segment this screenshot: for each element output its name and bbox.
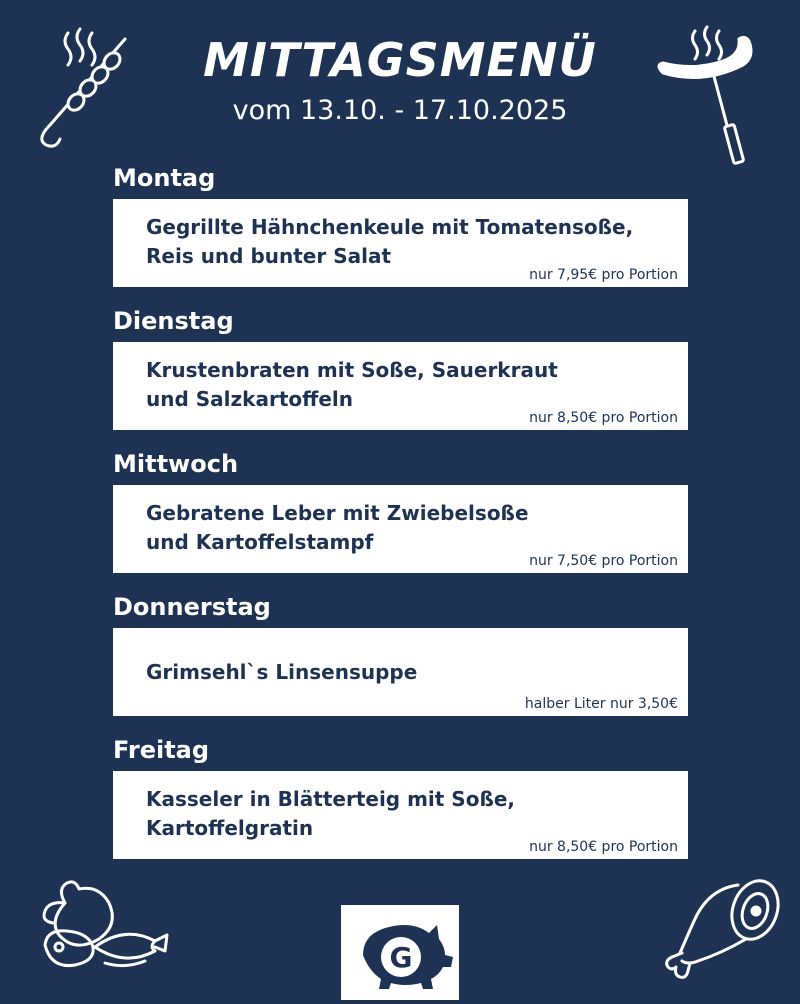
day-name: Donnerstag [113, 593, 271, 621]
menu-card [113, 628, 688, 716]
day-name: Dienstag [113, 307, 234, 335]
skewer-icon [30, 25, 135, 150]
dish-line: Reis und bunter Salat [146, 244, 391, 268]
sausage-fork-icon [655, 25, 770, 170]
day-name: Montag [113, 164, 216, 192]
dish-line: Gegrillte Hähnchenkeule mit Tomatensoße, [146, 215, 634, 239]
day-name: Mittwoch [113, 450, 239, 478]
dish-line: und Kartoffelstampf [146, 530, 374, 554]
day-name: Freitag [113, 736, 210, 764]
dish-text [146, 213, 666, 271]
dish-line: Krustenbraten mit Soße, Sauerkraut [146, 358, 558, 382]
menu-card [113, 342, 688, 430]
dish-line: Kartoffelgratin [146, 816, 314, 840]
date-range: vom 13.10. - 17.10.2025 [232, 95, 568, 126]
price-label: nur 8,50€ pro Portion [529, 839, 678, 855]
dish-text [146, 785, 666, 843]
menu-card [113, 771, 688, 859]
day-dienstag [113, 306, 688, 430]
dish-text [146, 356, 666, 414]
menu-card [113, 485, 688, 573]
dish-line: Grimsehl`s Linsensuppe [146, 660, 418, 684]
logo [341, 905, 459, 1000]
dish-line: Gebratene Leber mit Zwiebelsoße [146, 501, 529, 525]
dish-line: und Salzkartoffeln [146, 387, 353, 411]
ham-leg-icon [660, 875, 785, 985]
poultry-meat-fish-icon [35, 875, 170, 985]
day-mittwoch [113, 449, 688, 573]
menu-card [113, 199, 688, 287]
dish-text [146, 658, 666, 687]
page-title: MITTAGSMENÜ [203, 33, 597, 87]
day-montag [113, 163, 688, 287]
day-donnerstag [113, 592, 688, 716]
price-label: nur 7,95€ pro Portion [529, 267, 678, 283]
price-label: nur 7,50€ pro Portion [529, 553, 678, 569]
day-freitag [113, 735, 688, 859]
svg-text:G: G [389, 941, 413, 974]
pig-logo-icon [341, 905, 459, 1000]
price-label: nur 8,50€ pro Portion [529, 410, 678, 426]
dish-line: Kasseler in Blätterteig mit Soße, [146, 787, 515, 811]
price-label: halber Liter nur 3,50€ [524, 696, 678, 712]
dish-text [146, 499, 666, 557]
